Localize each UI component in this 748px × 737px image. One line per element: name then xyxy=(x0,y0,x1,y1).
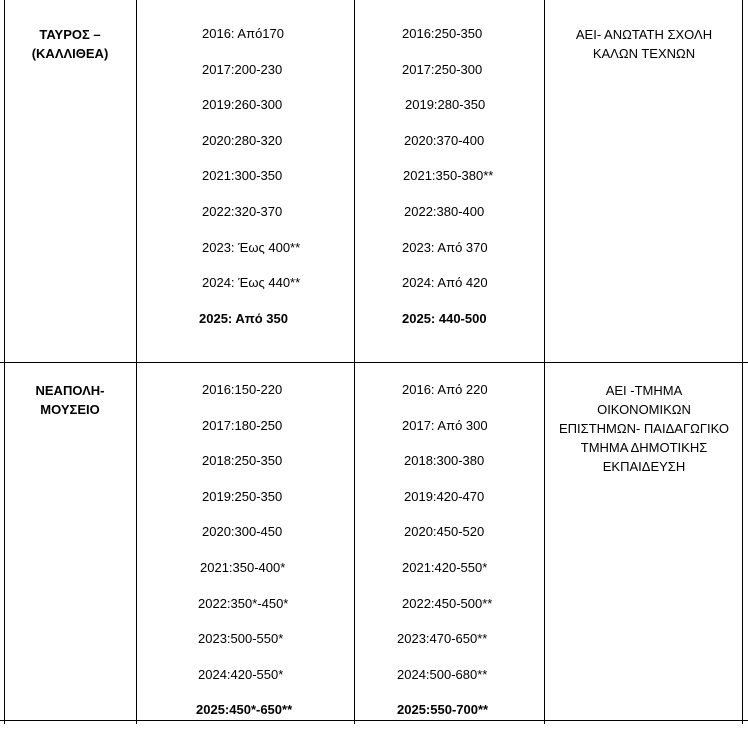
price-entry: 2024: Από 420 xyxy=(402,275,488,291)
area-cell xyxy=(6,25,134,63)
price-entry: 2018:250-350 xyxy=(202,453,283,469)
school-note xyxy=(548,381,740,476)
price-entry: 2021:420-550* xyxy=(402,559,488,575)
price-entry: 2022:450-500** xyxy=(402,595,493,611)
price-entry: 2022:380-400 xyxy=(404,203,485,219)
note-line: ΤΜΗΜΑ ΔΗΜΟΤΙΚΗΣ xyxy=(580,440,708,455)
area-name-line: ΝΕΑΠΟΛΗ- xyxy=(35,383,105,398)
price-entry-current: 2025: 440-500 xyxy=(402,310,487,326)
price-entry-current: 2025:550-700** xyxy=(397,702,489,718)
price-entry: 2017:250-300 xyxy=(402,61,483,77)
price-entry: 2022:320-370 xyxy=(202,203,283,219)
note-line: ΕΚΠΑΙΔΕΥΣΗ xyxy=(602,459,686,474)
area-name-line: (ΚΑΛΛΙΘΕΑ) xyxy=(31,46,109,61)
price-list-a xyxy=(138,381,354,737)
price-entry: 2020:280-320 xyxy=(202,132,283,148)
price-entry: 2021:300-350 xyxy=(202,168,283,184)
price-entry: 2022:350*-450* xyxy=(198,595,289,611)
area-name-line: ΤΑΥΡΟΣ – xyxy=(39,27,101,42)
price-entry: 2020:450-520 xyxy=(404,524,485,540)
price-entry: 2016:150-220 xyxy=(202,382,283,397)
note-line: ΑΕΙ -ΤΜΗΜΑ xyxy=(605,383,683,398)
note-line: ΚΑΛΩΝ ΤΕΧΝΩΝ xyxy=(592,46,696,61)
price-entry: 2023: Από 370 xyxy=(402,239,488,255)
price-list-b xyxy=(356,25,542,345)
price-entry: 2016:250-350 xyxy=(402,26,483,41)
price-entry: 2016: Από 220 xyxy=(402,382,488,397)
price-entry: 2020:300-450 xyxy=(202,524,283,540)
price-entry: 2021:350-400* xyxy=(200,559,286,575)
area-name-line: ΜΟΥΣΕΙΟ xyxy=(40,402,100,417)
row-divider xyxy=(0,362,748,363)
note-line: ΟΙΚΟΝΟΜΙΚΩΝ xyxy=(597,402,691,417)
school-note xyxy=(548,25,740,63)
price-list-b xyxy=(356,381,542,737)
price-list-a xyxy=(138,25,354,345)
price-entry-current: 2025:450*-650** xyxy=(196,702,293,718)
price-entry: 2019:420-470 xyxy=(404,488,485,504)
price-entry: 2017:180-250 xyxy=(202,417,283,433)
area-cell xyxy=(6,381,134,419)
price-entry: 2023:470-650** xyxy=(397,631,488,647)
price-entry: 2024:500-680** xyxy=(397,666,488,682)
price-entry: 2021:350-380** xyxy=(403,168,494,184)
note-line: ΕΠΙΣΤΗΜΩΝ- ΠΑΙΔΑΓΩΓΙΚΟ xyxy=(559,421,729,436)
price-entry: 2020:370-400 xyxy=(404,132,485,148)
price-entry: 2019:260-300 xyxy=(202,97,283,113)
price-entry: 2018:300-380 xyxy=(404,453,485,469)
note-line: ΑΕΙ- ΑΝΩΤΑΤΗ ΣΧΟΛΗ xyxy=(575,27,713,42)
price-entry: 2017: Από 300 xyxy=(402,417,488,433)
price-entry: 2016: Από170 xyxy=(202,26,284,41)
price-entry: 2017:200-230 xyxy=(202,61,283,77)
price-entry: 2019:280-350 xyxy=(405,97,486,113)
price-entry: 2023:500-550* xyxy=(198,631,284,647)
price-entry: 2019:250-350 xyxy=(202,488,283,504)
price-entry: 2023: Έως 400** xyxy=(202,239,301,255)
price-entry: 2024:420-550* xyxy=(198,666,284,682)
price-entry: 2024: Έως 440** xyxy=(202,275,301,291)
price-entry-current: 2025: Από 350 xyxy=(199,310,288,326)
